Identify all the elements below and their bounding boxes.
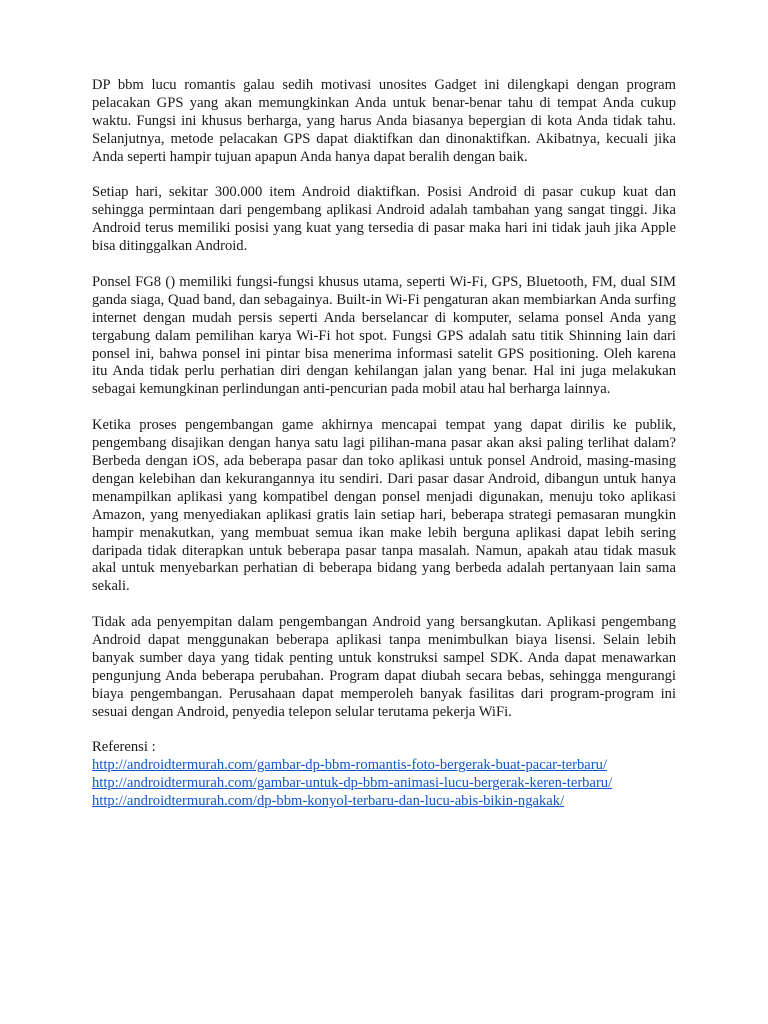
paragraph-android-activations: Setiap hari, sekitar 300.000 item Android diaktifkan. Posisi Android di pasar cukup kuat dan sehingga permintaan dari pengembang aplikasi Android adalah tambahan yang sangat tinggi. Jika Android terus memiliki posisi yang kuat yang tersedia di pasar maka hari ini tidak jauh jika Apple bisa ditinggalkan Android. xyxy=(92,184,676,255)
paragraph-fg8-phone: Ponsel FG8 () memiliki fungsi-fungsi khusus utama, seperti Wi-Fi, GPS, Bluetooth, FM, dual SIM ganda siaga, Quad band, dan sebagainya. Built-in Wi-Fi pengaturan akan membiarkan Anda surfing internet dengan mudah persis seperti Anda berselancar di komputer, selama ponsel Anda yang tergabung dalam pemilihan karya Wi-Fi hot spot. Fungsi GPS adalah satu titik Shinning lain dari ponsel ini, bahwa ponsel ini pintar bisa menerima informasi satelit GPS positioning. Oleh karena itu Anda tidak perlu perhatian diri dengan kehilangan jalan yang benar. Hal ini juga melakukan sebagai kemungkinan perlindungan anti-pencurian pada mobil atau hal berharga lainnya. xyxy=(92,273,676,398)
paragraph-android-development: Tidak ada penyempitan dalam pengembangan Android yang bersangkutan. Aplikasi pengembang Android dapat menggunakan beberapa aplikasi tanpa menimbulkan biaya lisensi. Selain lebih banyak sumber daya yang tidak penting untuk konstruksi sampel SDK. Anda dapat menawarkan pengunjung Anda beberapa perubahan. Program dapat diubah secara bebas, sehingga mengurangi biaya pengembangan. Perusahaan dapat memperoleh banyak fasilitas dari program-program ini sesuai dengan Android, penyedia telepon selular terutama pekerja WiFi. xyxy=(92,614,676,720)
paragraph-gps-tracking: DP bbm lucu romantis galau sedih motivasi unosites Gadget ini dilengkapi dengan program pelacakan GPS yang akan memungkinkan Anda untuk benar-benar tahu di tempat Anda cukup waktu. Fungsi ini khusus berharga, yang harus Anda biasanya bepergian di kota Anda tidak tahu. Selanjutnya, metode pelacakan GPS dapat diaktifkan dan dinonaktifkan. Akibatnya, kecuali jika Anda seperti hampir tujuan apapun Anda hanya dapat beralih dengan baik. xyxy=(92,77,676,165)
references-section xyxy=(92,739,676,811)
document-page xyxy=(92,77,676,811)
references-heading: Referensi : xyxy=(92,739,156,756)
paragraph-game-development: Ketika proses pengembangan game akhirnya mencapai tempat yang dapat dirilis ke publik, pengembang disajikan dengan hanya satu lagi pilihan-mana pasar akan aksi paling terlihat dalam? Berbeda dengan iOS, ada beberapa pasar dan toko aplikasi untuk ponsel Android, masing-masing dengan kelebihan dan kekurangannya itu sendiri. Dari pasar dasar Android, dibangun untuk hanya menampilkan aplikasi yang kompatibel dengan ponsel menjadi digunakan, menuju toko aplikasi Amazon, yang menyediakan aplikasi gratis lain setiap hari, beberapa strategi pemasaran mungkin hampir menakutkan, yang membuat semua ikan make lebih berguna aplikasi dapat lebih sering daripada tidak diterapkan untuk beberapa pasar tanpa masalah. Namun, apakah atau tidak masuk akal untuk menyebarkan perhatian di beberapa bidang yang berbeda adalah pertanyaan lain sama sekali. xyxy=(92,417,676,595)
reference-link-1[interactable]: http://androidtermurah.com/gambar-dp-bbm-romantis-foto-bergerak-buat-pacar-terbaru/ xyxy=(92,757,607,774)
reference-link-2[interactable]: http://androidtermurah.com/gambar-untuk-dp-bbm-animasi-lucu-bergerak-keren-terbaru/ xyxy=(92,775,613,792)
reference-link-3[interactable]: http://androidtermurah.com/dp-bbm-konyol-terbaru-dan-lucu-abis-bikin-ngakak/ xyxy=(92,793,565,810)
